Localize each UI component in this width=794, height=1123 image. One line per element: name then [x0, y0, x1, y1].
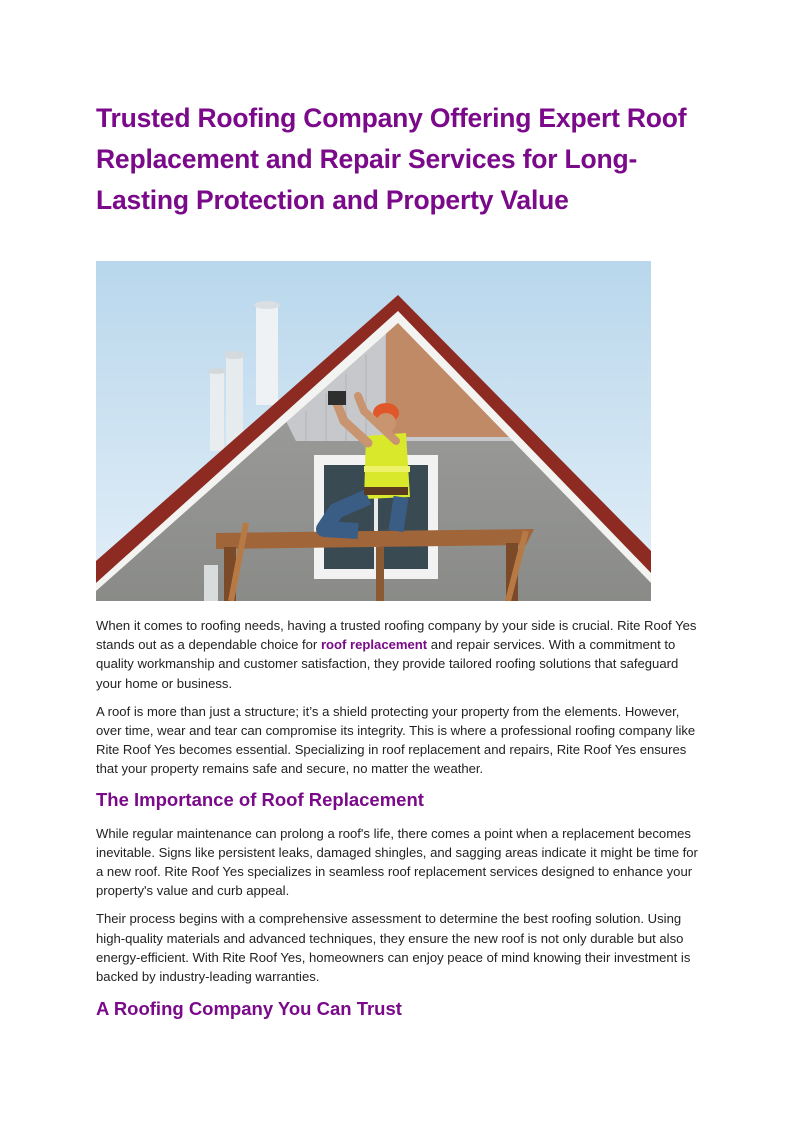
importance-heading: The Importance of Roof Replacement [96, 788, 424, 810]
replacement-signs-paragraph: While regular maintenance can prolong a roof's life, there comes a point when a replacement becomes inevitable. Signs like persistent leaks, damaged shingles, and sagging areas indicate it might be time for a new roof. Rite Roof Yes specializes in seamless roof replacement services designed to enhance your property's value and curb appeal. [96, 825, 698, 899]
document-page [96, 98, 700, 1021]
roof-shield-paragraph: A roof is more than just a structure; it’s a shield protecting your property from the elements. However, over time, wear and tear can compromise its integrity. This is where a professional roofing company like Rite Roof Yes becomes essential. Specializing in roof replacement and repairs, Rite Roof Yes ensures that your property remains safe and secure, no matter the weather. [96, 703, 696, 777]
page-title: Trusted Roofing Company Offering Expert Roof Replacement and Repair Services for Long-Lasting Protection and Property Value [96, 103, 687, 215]
roofer-on-scaffold-image [96, 261, 651, 601]
intro-paragraph: When it comes to roofing needs, having a trusted roofing company by your side is crucial. Rite Roof Yes stands out as a dependable choice for roof replacement and repair services. With a commitment to quality workmanship and customer satisfaction, they provide tailored roofing solutions that safeguard your home or business. [96, 618, 697, 691]
roof-replacement-link[interactable]: roof replacement [320, 637, 428, 653]
process-paragraph: Their process begins with a comprehensive assessment to determine the best roofing solution. Using high-quality materials and advanced techniques, they ensure the new roof is not only durable but also energy-efficient. With Rite Roof Yes, homeowners can enjoy peace of mind knowing their investment is backed by industry-leading warranties. [96, 911, 691, 985]
trust-heading: A Roofing Company You Can Trust [96, 998, 402, 1020]
